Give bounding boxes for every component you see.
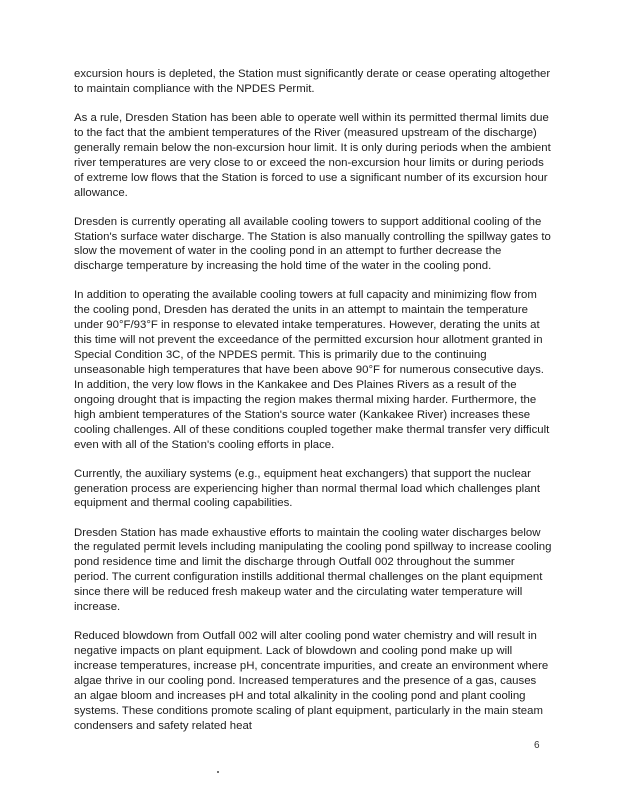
scan-artifact-dot [217,771,219,773]
page-number: 6 [534,740,540,751]
paragraph-cooling-towers: Dresden is currently operating all available cooling towers to support additional cooling of the Station's surface water discharge. The Station is also manually controlling the spillway gates to slow the movement of water in the cooling pond in an attempt to further decrease the discharge temperature by increasing the hold time of the water in the cooling pond. [74,215,551,273]
paragraph-auxiliary-systems: Currently, the auxiliary systems (e.g., equipment heat exchangers) that support the nuclear generation process are experiencing higher than normal thermal load which challenges plant equipment and thermal cooling capabilities. [74,467,541,510]
paragraph-thermal-limits: As a rule, Dresden Station has been able to operate well within its permitted thermal limits due to the fact that the ambient temperatures of the River (measured upstream of the discharge) generally remain below the non-excursion hour limit. It is only during periods when the ambient river temperatures are very close to or exceed the non-excursion hour limits or during periods of extreme low flows that the Station is forced to use a significant number of its excursion hour allowance. [74,112,551,199]
body-text [74,67,552,748]
paragraph-reduced-blowdown: Reduced blowdown from Outfall 002 will alter cooling pond water chemistry and will result in negative impacts on plant equipment. Lack of blowdown and cooling pond make up will increase temperatures, increase pH, concentrate impurities, and create an environment where algae thrive in our cooling pond. Increased temperatures and the presence of a gas, causes an algae bloom and increases pH and total alkalinity in the cooling pond and plant cooling systems. These conditions promote scaling of plant equipment, particularly in the main steam condensers and safety related heat [74,630,549,732]
paragraph-excursion-depletion: excursion hours is depleted, the Station must significantly derate or cease operating altogether to maintain compliance with the NPDES Permit. [74,68,551,95]
paragraph-unit-derating: In addition to operating the available cooling towers at full capacity and minimizing flow from the cooling pond, Dresden has derated the units in an attempt to maintain the temperature under 90°F/93°F in response to elevated intake temperatures. However, derating the units at this time will not prevent the exceedance of the permitted excursion hour allotment granted in Special Condition 3C, of the NPDES permit. This is primarily due to the continuing unseasonable high temperatures that have been above 90°F for numerous consecutive days. In addition, the very low flows in the Kankakee and Des Plaines Rivers as a result of the ongoing drought that is impacting the region makes thermal mixing harder. Furthermore, the high ambient temperatures of the Station's source water (Kankakee River) increases these cooling challenges. All of these conditions coupled together make thermal transfer very difficult even with all of the Station's cooling efforts in place. [74,289,550,451]
paragraph-discharge-efforts: Dresden Station has made exhaustive efforts to maintain the cooling water discharges below the regulated permit levels including manipulating the cooling pond spillway to increase cooling pond residence time and limit the discharge through Outfall 002 throughout the summer period. The current configuration instills additional thermal challenges on the plant equipment since there will be reduced fresh makeup water and the circulating water temperature will increase. [74,526,552,614]
